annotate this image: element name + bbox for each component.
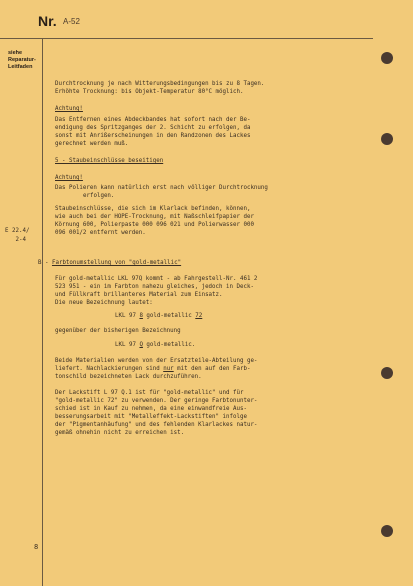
section-heading: 5 - Staubeinschlüsse beseitigen <box>55 158 164 164</box>
text-line: endigung des Spritzganges der 2. Schicht zu erfolgen, da <box>55 125 251 131</box>
text-line: gerechnet werden muß. <box>55 141 129 147</box>
section-b-prefix: B - <box>38 260 52 266</box>
margin-reference-line: E 22.4/ <box>5 228 30 234</box>
text-line: Für gold-metallic LKL 97Q kommt - ab Fahrgestell-Nr. 461 2 <box>55 276 258 282</box>
paragraph-dust <box>55 205 373 237</box>
code-text: LKL 97 <box>115 313 140 319</box>
emphasis-nur: nur <box>163 366 174 372</box>
text-line: 096 001/2 entfernt werden. <box>55 230 146 236</box>
code-text: 8 <box>139 313 143 319</box>
text-line: "gold-metallic 72" zu verwenden. Der geringe Farbtonunter- <box>55 398 258 404</box>
margin-reference-line: 2-4 <box>5 236 26 243</box>
margin-reference <box>5 227 29 244</box>
text-line: Beide Materialien werden von der Ersatzteile-Abteilung ge- <box>55 358 258 364</box>
warning-text <box>55 184 373 200</box>
section-b-title: Farbtonumstellung von "gold-metallic" <box>51 260 182 266</box>
text-line: schied ist in Kauf zu nehmen, da eine einwandfreie Aus- <box>55 406 247 412</box>
text-line: Das Entfernen eines Abdeckbandes hat sofort nach der Be- <box>55 117 251 123</box>
section-b-heading <box>38 259 373 267</box>
side-note-line: Leitfaden <box>8 64 33 70</box>
paragraph-gold <box>55 275 373 307</box>
warning-label: Achtung! <box>55 175 83 181</box>
header-rule <box>0 38 373 39</box>
text-line: wie auch bei der HOPE-Trocknung, mit Naßschleifpapier der <box>55 214 254 220</box>
page-number: 8 <box>34 543 39 551</box>
text-span: mit den auf den Farb- <box>173 366 251 372</box>
text-line: 523 951 - ein im Farbton nahezu gleiches, jedoch in Deck- <box>55 284 254 290</box>
text-line: gegenüber der bisherigen Bezeichnung <box>55 328 181 334</box>
paragraph-lackstift <box>55 389 373 437</box>
text-line: gemäß ohnehin nicht zu erreichen ist. <box>55 430 185 436</box>
code-text: gold-metallic <box>142 313 196 319</box>
text-line: Der Lackstift L 97 Q.1 ist für "gold-metallic" und für <box>55 390 244 396</box>
text-line: Staubeinschlüsse, die sich im Klarlack befinden, können, <box>55 206 251 212</box>
nr-label: Nr. <box>38 13 57 29</box>
binder-hole <box>381 525 393 537</box>
text-line: tonschild bezeichneten Lack durchzuführen. <box>55 374 202 380</box>
text-line: besserungsarbeit mit "Metalleffekt-Lackstiften" infolge <box>55 414 247 420</box>
side-note <box>8 50 36 71</box>
text-line: Durchtrocknung je nach Witterungsbedingungen bis zu 8 Tagen. <box>55 81 265 87</box>
side-note-line: Reparatur- <box>8 57 36 63</box>
nr-value: A-52 <box>63 17 80 26</box>
text-line: Das Polieren kann natürlich erst nach völliger Durchtrocknung <box>55 185 268 191</box>
text-line <box>55 365 373 373</box>
code-text: 72 <box>195 313 203 319</box>
code-text: LKL 97 <box>115 342 140 348</box>
side-note-line: siehe <box>8 50 23 56</box>
binder-hole <box>381 52 393 64</box>
old-designation <box>55 341 373 349</box>
text-line: Erhöhte Trocknung: bis Objekt-Temperatur 80°C möglich. <box>55 89 244 95</box>
paragraph-materials <box>55 357 373 381</box>
text-span: liefert. Nachlackierungen sind <box>55 366 164 372</box>
warning-text <box>55 116 373 148</box>
margin-rule <box>42 38 43 586</box>
text-line: Die neue Bezeichnung lautet: <box>55 300 153 306</box>
document-body <box>38 80 373 437</box>
code-text: Q <box>139 342 143 348</box>
warning-label: Achtung! <box>55 106 83 112</box>
text-line: sonst mit Anrißerscheinungen in den Randzonen des Lackes <box>55 133 251 139</box>
binder-hole <box>381 133 393 145</box>
paragraph-drying <box>55 80 373 96</box>
text-line: erfolgen. <box>83 193 115 199</box>
binder-hole <box>381 367 393 379</box>
text-line: der "Pigmentanhäufung" und des fehlenden Klarlackes natur- <box>55 422 258 428</box>
text-line: und Füllkraft brillanteres Material zum Einsatz. <box>55 292 223 298</box>
new-designation <box>55 312 373 320</box>
code-text: gold-metallic. <box>142 342 196 348</box>
text-line: Körnung 600, Polierpaste 000 096 021 und Polierwasser 000 <box>55 222 254 228</box>
